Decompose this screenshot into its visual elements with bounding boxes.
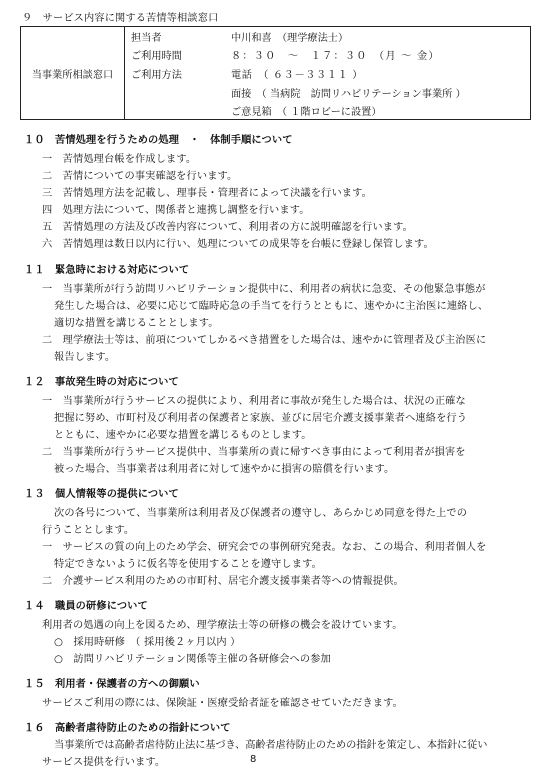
section13-title: １３ 個人情報等の提供について [24,489,179,500]
contact-details [125,27,531,120]
list-item: 二 苦情についての事実確認を行います。 [42,171,238,182]
contact-row-value: ８：３０ ～ １７：３０ （月 ～ 金） [231,51,440,62]
list-item: 四 処理方法について、関係者と連携し調整を行います。 [42,205,310,216]
section10-title: １０ 苦情処理を行うための処理 ・ 体制手順について [24,135,293,146]
paragraph-line: 報告します。 [54,352,116,363]
paragraph-line: 特定できないように仮名等を使用することを遵守します。 [54,559,322,570]
list-item: ○ 採用時研修 （ 採用後２ヶ月以内 ） [54,637,241,648]
section16-title: １６ 高齢者虐待防止のための指針について [24,723,231,734]
list-item: 一 苦情処理台帳を作成します。 [42,154,197,165]
paragraph-line: 把握に努め、市町村及び利用者の保護者と家族、並びに居宅介護支援事業者へ連絡を行う [54,413,468,424]
contact-table [20,26,531,120]
paragraph-line: 一 当事業所が行う訪問リハビリテーション提供中に、利用者の病状に急変、その他緊急事態が [42,284,486,295]
paragraph-line: 利用者の処遇の向上を図るため、理学療法士等の研修の機会を設けています。 [42,620,403,631]
list-item: 三 苦情処理方法を記載し、理事長・管理者によって決議を行います。 [42,188,372,199]
contact-row-value: 電話 （ ６３－３３１１ ） [231,70,364,81]
contact-row-label: ご利用方法 [131,70,182,81]
paragraph-line: 適切な措置を講じることとします。 [54,318,219,329]
contact-row-value: 面接 （ 当病院 訪問リハビリテーション事業所 ） [231,89,466,100]
page-number: 8 [250,754,257,765]
paragraph-line: とともに、速やかに必要な措置を講じるものとします。 [54,430,312,441]
paragraph-line: サービスご利用の際には、保険証・医療受給者証を確認させていただきます。 [42,698,403,709]
list-item: 五 苦情処理の方法及び改善内容について、利用者の方に説明確認を行います。 [42,222,413,233]
paragraph-line: 一 当事業所が行うサービスの提供により、利用者に事故が発生した場合は、状況の正確な [42,396,466,407]
contact-row-label: 担当者 [131,33,162,44]
list-item: ○ 訪問リハビリテーション関係等主催の各研修会への参加 [54,654,331,665]
paragraph-line: 次の各号について、当事業所は利用者及び保護者の遵守し、あらかじめ同意を得た上での [54,508,468,519]
paragraph-line: 二 介護サービス利用のための市町村、居宅介護支援事業者等への情報提供。 [42,576,404,587]
paragraph-line: サービス提供を行います。 [42,757,166,768]
paragraph-line: 行うこととします。 [42,525,135,536]
paragraph-line: 被った場合、当事業者は利用者に対して速やかに損害の賠償を行います。 [54,464,395,475]
section9-title: ９ サービス内容に関する苦情等相談窓口 [22,13,219,24]
section14-title: １４ 職員の研修について [24,601,148,612]
contact-row-value: 中川和喜 （理学療法士） [231,33,349,44]
paragraph-line: 一 サービスの質の向上のため学会、研究会での事例研究発表。なお、この場合、利用者個人を [42,542,487,553]
paragraph-line: 発生した場合は、必要に応じて臨時応急の手当てを行うとともに、速やかに主治医に連絡し、 [54,301,489,312]
section11-title: １１ 緊急時における対応について [24,265,190,276]
paragraph-line: 二 当事業所が行うサービス提供中、当事業所の責に帰すべき事由によって利用者が損害を [42,447,466,458]
contact-row-label: ご利用時間 [131,51,182,62]
paragraph-line: 二 理学療法士等は、前項についてしかるべき措置をした場合は、速やかに管理者及び主治医に [42,335,487,346]
office-label: 当事業所相談窓口 [21,27,125,120]
contact-row-value: ご意見箱 （ １階ロビーに設置） [231,107,382,118]
list-item: 六 苦情処理は数日以内に行い、処理についての成果等を台帳に登録し保管します。 [42,239,434,250]
section12-title: １２ 事故発生時の対応について [24,377,179,388]
section15-title: １５ 利用者・保護者の方への御願い [24,679,200,690]
paragraph-line: 当事業所では高齢者虐待防止法に基づき、高齢者虐待防止のための指針を策定し、本指針に従い [54,740,488,751]
